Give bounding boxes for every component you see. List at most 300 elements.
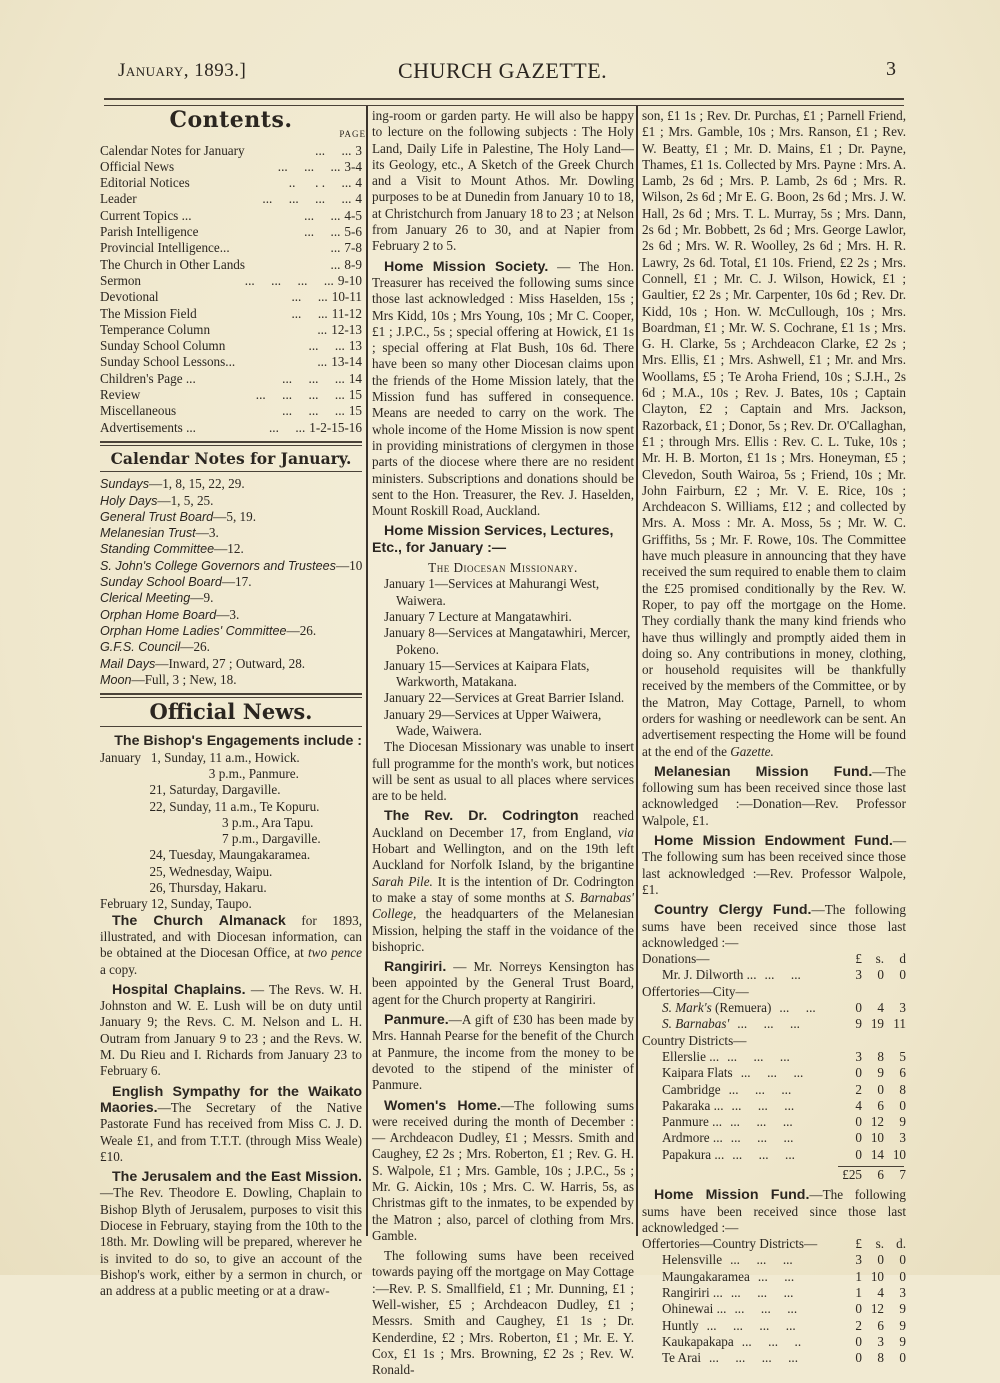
shillings: 0 bbox=[877, 1081, 884, 1097]
service-entry: January 1—Services at Mahurangi West, Waiwera. bbox=[384, 576, 600, 608]
calendar-note bbox=[100, 541, 362, 557]
leader-dots: ... ... ... bbox=[732, 1146, 795, 1162]
page-ref: 10-11 bbox=[331, 289, 362, 305]
contents-item-page bbox=[291, 306, 362, 322]
ledger-column-header: s. bbox=[875, 951, 884, 967]
ledger-column-header: d bbox=[899, 951, 906, 967]
article-country-clergy-fund: Country Clergy Fund.—The following sums have been received since those last acknowledged :— bbox=[642, 902, 906, 950]
ledger-label bbox=[662, 1318, 842, 1334]
page-ref: 4-5 bbox=[344, 207, 362, 223]
contents-item bbox=[100, 175, 362, 191]
ledger-row bbox=[642, 1049, 906, 1065]
service-entry: January 8—Services at Mangatawhiri, Mercer, Pokeno. bbox=[384, 625, 631, 657]
ledger-label bbox=[662, 1130, 842, 1146]
contents-item-page bbox=[282, 371, 362, 387]
leader-dots: ... ... ... bbox=[728, 1081, 792, 1097]
contents-item bbox=[100, 354, 362, 370]
pence: 3 bbox=[899, 1285, 906, 1301]
pounds: 1 bbox=[855, 1268, 862, 1284]
ledger-label bbox=[662, 1252, 842, 1268]
calendar-note-dates: —Full, 3 ; New, 18. bbox=[131, 671, 237, 687]
contents-item bbox=[100, 159, 362, 175]
calendar-note-term: Standing Committee bbox=[100, 542, 215, 557]
calendar-note-dates: —1, 5, 25. bbox=[157, 492, 214, 508]
pounds: 0 bbox=[855, 1065, 862, 1081]
contents-item-page bbox=[269, 420, 362, 436]
shillings: 4 bbox=[877, 1000, 884, 1016]
contents-item-label: Editorial Notices bbox=[100, 175, 190, 191]
article-codrington: The Rev. Dr. Codrington reached Auckland on December 17, from England, via Hobart and Wellington, and on the 19th left Auckland for Norfolk Island, by the brigantine Sarah Pile. It is the intention of Dr. Codrington to make a stay of some months at S. Barnabas' College, the headquarters of the Melanesian Mission, helping the staff in the voidance of the bishopric. bbox=[372, 808, 635, 954]
ledger-row bbox=[642, 1318, 906, 1334]
leader-dots: .. . . ... bbox=[288, 175, 352, 191]
total-shillings: 6 bbox=[877, 1167, 884, 1182]
ledger-name: Ellerslie ... bbox=[662, 1048, 720, 1064]
ledger-label bbox=[662, 1016, 842, 1032]
contents-item-label: Children's Page ... bbox=[100, 370, 196, 386]
contents-item-page bbox=[282, 403, 362, 419]
ledger-name: Maungakaramea bbox=[662, 1268, 750, 1284]
engagement-line: January 1, Sunday, 11 a.m., Howick. bbox=[100, 749, 300, 765]
leader-dots: ... ... ... bbox=[277, 158, 341, 174]
ledger-label bbox=[662, 1285, 842, 1301]
engagement-line: 25, Wednesday, Waipu. bbox=[100, 863, 273, 879]
contents-item bbox=[100, 273, 362, 289]
ledger-name: Kaipara Flats bbox=[662, 1065, 733, 1081]
ledger-name: Ohinewai ... bbox=[662, 1301, 727, 1317]
calendar-note bbox=[100, 590, 362, 606]
section-rule bbox=[100, 726, 362, 727]
leader-dots: ... ... ... ... bbox=[709, 1350, 799, 1366]
contents-item-page bbox=[309, 338, 362, 354]
running-head bbox=[118, 58, 896, 88]
issue-date: January, 1893.] bbox=[118, 60, 247, 81]
ledger-label bbox=[662, 1114, 842, 1130]
contents-item-label: Provincial Intelligence... bbox=[100, 240, 230, 256]
total-pence: 7 bbox=[899, 1167, 906, 1182]
ledger-name: Rangiriri ... bbox=[662, 1285, 723, 1301]
section-rule bbox=[100, 693, 362, 698]
leader-dots: ... ... ... bbox=[282, 370, 345, 386]
ledger-label bbox=[662, 1334, 842, 1350]
diocesan-missionary-label: The Diocesan Missionary. bbox=[428, 560, 578, 576]
service-entry: January 22—Services at Great Barrier Island. bbox=[384, 690, 625, 706]
pounds: 0 bbox=[855, 1000, 862, 1016]
pence: 3 bbox=[899, 1000, 906, 1016]
services-list bbox=[372, 576, 634, 739]
leader-dots: ... ... ... bbox=[730, 1130, 794, 1146]
ledger-row bbox=[642, 1334, 906, 1350]
calendar-note-dates: —10 bbox=[335, 557, 363, 573]
ledger-group-label: Offertories—Country Districts— £ s. d. bbox=[642, 1236, 906, 1252]
shillings: 0 bbox=[877, 1252, 884, 1268]
leader-dots: ... ... ... bbox=[740, 1065, 804, 1081]
pounds: 2 bbox=[855, 1317, 862, 1333]
article-melanesian-fund: Melanesian Mission Fund.—The following sum has been received since those last acknowledged :—Donation—Rev. Professor Walpole, £1. bbox=[642, 763, 906, 828]
leader-dots: ... ... ... ... bbox=[244, 272, 334, 288]
calendar-note bbox=[100, 607, 362, 623]
calendar-note bbox=[100, 558, 362, 574]
leader-dots: ... ... bbox=[308, 338, 345, 354]
official-news-title: Official News. bbox=[149, 699, 313, 725]
header-rule bbox=[104, 98, 904, 106]
contents-item-page bbox=[289, 175, 362, 191]
article-mortgage: The following sums have been received towards paying off the mortgage on May Cottage :—Rev. P. S. Smallfield, £1 ; Mr. Dunning, £1 ; Well-wisher, £5 ; Archdeacon Dudley, £1 ; Messrs. Smith and Caughey, £1 1s ; Dr. Kenderdine, £2 ; Mrs. Roberton, £1 ; Mr. E. Y. Cox, £1 1s ; Mrs. Browning, £2 2s ; Rev. W. Ronald- bbox=[372, 1248, 634, 1378]
shillings: 6 bbox=[877, 1097, 884, 1113]
contents-item-page bbox=[256, 387, 362, 403]
calendar-note-dates: —12. bbox=[214, 541, 244, 557]
ledger-label bbox=[662, 1049, 842, 1065]
calendar-notes-title: Calendar Notes for January. bbox=[110, 448, 352, 468]
calendar-note bbox=[100, 509, 362, 525]
calendar-note-term: Melanesian Trust bbox=[100, 526, 196, 541]
contents-item bbox=[100, 240, 362, 256]
contents-item-label: Temperance Column bbox=[100, 321, 211, 337]
calendar-note-term: Moon bbox=[100, 672, 132, 687]
contents-item-label: The Mission Field bbox=[100, 305, 197, 321]
shillings: 3 bbox=[877, 1333, 884, 1349]
shillings: 4 bbox=[877, 1285, 884, 1301]
leader-dots: ... ... ... ... bbox=[262, 191, 352, 207]
engagement-line: February 12, Sunday, Taupo. bbox=[100, 896, 252, 912]
article-jerusalem: The Jerusalem and the East Mission.—The Rev. Theodore E. Dowling, Chaplain to Bishop Blyth of Jerusalem, purposes to visit this Diocese in February, staying from the 10th to the 18th. Mr. Dowling will be prepared, wherever he is invited to do so, to give an account of the Bishop's work, either by a sermon in church, or an address at a public meeting or at a draw- bbox=[100, 1169, 362, 1299]
leader-dots: ... ... ... bbox=[730, 1252, 793, 1268]
ledger-row bbox=[642, 1065, 906, 1081]
publication-title: CHURCH GAZETTE. bbox=[398, 58, 608, 83]
ledger-group-label: Country Districts— bbox=[642, 1032, 747, 1048]
contents-item-label: Advertisements ... bbox=[100, 419, 196, 435]
pence: 0 bbox=[899, 1268, 906, 1284]
leader-dots: ... ... ... ... bbox=[255, 387, 345, 403]
contents-item bbox=[100, 403, 362, 419]
pounds: 0 bbox=[855, 1333, 862, 1349]
page-ref: 13 bbox=[348, 338, 362, 354]
leader-dots: ... ... .. bbox=[741, 1333, 802, 1349]
service-entry: January 15—Services at Kaipara Flats, Warkworth, Matakana. bbox=[384, 657, 590, 690]
page-ref: 3-4 bbox=[344, 158, 362, 174]
calendar-note-dates: —3. bbox=[195, 525, 219, 541]
shillings: 14 bbox=[870, 1146, 884, 1162]
leader-dots: ... ... bbox=[291, 305, 328, 321]
ledger-row bbox=[642, 1114, 906, 1130]
calendar-note-dates: —3. bbox=[216, 606, 240, 622]
leader-dots: ... ... bbox=[779, 1000, 816, 1016]
page-ref: 15 bbox=[348, 387, 362, 403]
pence: 9 bbox=[899, 1333, 906, 1349]
contents-item-page bbox=[317, 354, 362, 370]
contents-item-page bbox=[291, 289, 362, 305]
ledger-label: S. Mark's (Remuera) ... ... bbox=[662, 1000, 816, 1016]
page-ref: 15 bbox=[348, 403, 362, 419]
ledger-name: Mr. J. Dilworth ... bbox=[662, 967, 757, 983]
page-ref: 12-13 bbox=[331, 321, 362, 337]
calendar-note-term: Sunday School Board bbox=[100, 575, 222, 590]
contents-item-page bbox=[245, 273, 362, 289]
pounds: 2 bbox=[855, 1081, 862, 1097]
leader-dots: ... ... ... bbox=[737, 1016, 800, 1032]
pence: 0 bbox=[899, 1252, 906, 1268]
article-almanack: The Church Almanack for 1893, illustrated, and with Diocesan information, can be obtained at the Diocesan Office, at two pence a copy. bbox=[100, 912, 362, 977]
ledger-column-header: s. bbox=[875, 1236, 884, 1252]
contents-item-label: Leader bbox=[100, 191, 137, 207]
contents-item bbox=[100, 191, 362, 207]
ledger-row bbox=[642, 1301, 906, 1317]
bishop-engagements-heading: The Bishop's Engagements include : bbox=[114, 733, 362, 750]
contents-item-label: Review bbox=[100, 387, 141, 403]
shillings: 8 bbox=[877, 1350, 884, 1366]
leader-dots: ... ... bbox=[268, 419, 306, 435]
page-ref: 4 bbox=[355, 191, 362, 207]
article-home-mission-society: Home Mission Society. — The Hon. Treasurer has received the following sums since those last acknowledged : Miss Haselden, 15s ; Mrs Kidd, 10s ; Mrs Young, 10s ; Mr C. Cooper, £1 ; J.P.C., 5s ; special offering at Howick, £1 1s ; special offering at Flat Bush, 10s 6d. There have been so many other Diocesan claims upon the friends of the Home Mission lately, that the Mission fund has suffered in consequence. Means are needed to carry on the work. The whole income of the Home Mission is now spent in providing ministrations of clergymen in those parts of the diocese where there are no resident ministers. Subscriptions and donations should be sent to the Hon. Treasurer, the Rev. J. Haselden, Mount Roskill Road, Auckland. bbox=[372, 258, 634, 519]
contents-item bbox=[100, 338, 362, 354]
page-ref: 5-6 bbox=[344, 224, 362, 240]
leader-dots: ... ... bbox=[304, 207, 341, 223]
calendar-note-dates: —17. bbox=[221, 574, 252, 590]
pence: 8 bbox=[899, 1081, 906, 1097]
contents-item-page bbox=[317, 322, 362, 338]
page-ref: 1-2-15-16 bbox=[309, 419, 362, 435]
ledger-total bbox=[642, 1167, 906, 1183]
calendar-note-dates: —5, 19. bbox=[213, 508, 257, 524]
contents-item bbox=[100, 257, 362, 273]
calendar-note bbox=[100, 476, 362, 492]
home-mission-fund-ledger bbox=[642, 1236, 906, 1366]
service-entry: January 29—Services at Upper Waiwera, Wade, Waiwera. bbox=[384, 706, 602, 738]
contents-item-label: Miscellaneous bbox=[100, 403, 177, 419]
leader-dots: ... bbox=[317, 354, 328, 370]
pounds: 0 bbox=[855, 1350, 862, 1366]
pounds: 3 bbox=[855, 967, 862, 983]
shillings: 8 bbox=[877, 1048, 884, 1064]
leader-dots: ... ... ... ... bbox=[706, 1317, 796, 1333]
contents-item-label: Official News bbox=[100, 158, 175, 174]
pence: 11 bbox=[893, 1016, 906, 1032]
pounds: 1 bbox=[855, 1285, 862, 1301]
ledger-group-label: Offertories—City— bbox=[642, 983, 749, 999]
page-ref: 9-10 bbox=[337, 272, 362, 288]
ledger-row bbox=[642, 1016, 906, 1032]
article-waikato: English Sympathy for the Waikato Maories.—The Secretary of the Native Pastorate Fund has received from Miss C. J. D. Weale £1, and from T.T.T. (through Miss Weale) £10. bbox=[100, 1083, 362, 1164]
contents-item-page bbox=[278, 159, 362, 175]
contents-item-label: Current Topics ... bbox=[100, 207, 192, 223]
pounds: 3 bbox=[855, 1252, 862, 1268]
ledger-name: Cambridge bbox=[662, 1081, 721, 1097]
pounds: 9 bbox=[855, 1016, 862, 1032]
shillings: 6 bbox=[877, 1317, 884, 1333]
leader-dots: ... ... ... bbox=[734, 1301, 798, 1317]
engagement-line: 22, Sunday, 11 a.m., Te Kopuru. bbox=[100, 798, 320, 814]
ledger-label bbox=[662, 967, 842, 983]
pounds: 3 bbox=[855, 1048, 862, 1064]
ledger-name: Te Arai bbox=[662, 1350, 701, 1366]
ledger-row bbox=[642, 1130, 906, 1146]
calendar-note-term: Sundays bbox=[100, 477, 150, 492]
calendar-note bbox=[100, 525, 362, 541]
article-rangiriri: Rangiriri. — Mr. Norreys Kensington has been appointed by the General Trust Board, agent for the Church property at Rangiriri. bbox=[372, 959, 634, 1007]
pence: 5 bbox=[899, 1048, 906, 1064]
pence: 6 bbox=[899, 1065, 906, 1081]
contents-item-label: Sunday School Lessons... bbox=[100, 354, 236, 370]
contents-item bbox=[100, 143, 362, 159]
ledger-name: Helensville bbox=[662, 1252, 723, 1268]
calendar-note-term: Mail Days bbox=[100, 656, 156, 671]
contents-page-header: PAGE bbox=[339, 129, 366, 140]
article-jerusalem-continued: ing-room or garden party. He will also be happy to lecture on the following subjects : The Holy Land, Daily Life in Palestine, The Holy Land—its Geology, etc., A Sketch of the Greek Church and a Visit to Mount Athos. Mr. Dowling purposes to be at Dunedin from January 10 to 18, at Christchurch from January 18 to 23 ; at Nelson from January 26 to 30, and at Napier from February 2 to 5. bbox=[372, 108, 634, 254]
leader-dots: ... ... bbox=[315, 142, 352, 158]
ledger-row bbox=[642, 1269, 906, 1285]
engagement-line: 7 p.m., Dargaville. bbox=[100, 831, 321, 847]
ledger-name: Kaukapakapa bbox=[662, 1333, 734, 1349]
ledger-row bbox=[642, 1000, 906, 1016]
pence: 0 bbox=[899, 1350, 906, 1366]
section-rule bbox=[100, 471, 362, 472]
leader-dots: ... ... ... bbox=[727, 1048, 790, 1064]
contents-item-label: Calendar Notes for January bbox=[100, 142, 245, 158]
article-womens-home: Women's Home.—The following sums were received during the month of December : — Archdeacon Dudley, £1 ; Messrs. Smith and Caughey, £2 2s ; Mrs. Roberton, £1 ; Rev. G. H. S. Walpole, £1 ; Mrs. Gamble, 10s ; J.P.C., 5s ; Mr. G. Aickin, 10s ; Mrs. C. W. Harris, 5s, as Christmas gift to the inmates, to be expended by the Matron ; also, parcel of clothing from Mrs. Gamble. bbox=[372, 1097, 634, 1243]
contents-item bbox=[100, 289, 362, 305]
contents-item bbox=[100, 224, 362, 240]
pence: 10 bbox=[892, 1146, 906, 1162]
article-hospital-chaplains: Hospital Chaplains. — The Revs. W. H. Johnston and W. E. Lush will be on duty until January 9; the Revs. C. M. Nelson and L. H. Outram from January 9 to 23 ; and the Revs. W. M. Du Rieu and I. Richards from January 23 to February 6. bbox=[100, 981, 362, 1079]
contents-item-label: Parish Intelligence bbox=[100, 224, 199, 240]
ledger-name: Pakaraka ... bbox=[662, 1097, 724, 1113]
leader-dots: ... bbox=[330, 256, 341, 272]
column-3 bbox=[642, 108, 906, 1367]
ledger-row bbox=[642, 1252, 906, 1268]
leader-dots: ... ... ... bbox=[730, 1285, 794, 1301]
calendar-note-dates: —9. bbox=[190, 590, 214, 606]
ledger-column-header: £ bbox=[855, 951, 862, 967]
contents-list bbox=[100, 143, 362, 436]
calendar-note bbox=[100, 493, 362, 509]
calendar-note-dates: —1, 8, 15, 22, 29. bbox=[149, 476, 245, 492]
shillings: 12 bbox=[870, 1301, 884, 1317]
country-clergy-ledger bbox=[642, 951, 906, 1183]
contents-item bbox=[100, 322, 362, 338]
page-ref: 8-9 bbox=[344, 256, 362, 272]
contents-item-page bbox=[262, 191, 362, 207]
column-divider bbox=[366, 106, 368, 1236]
ledger-label bbox=[662, 1350, 842, 1366]
contents-item-label: The Church in Other Lands bbox=[100, 256, 246, 272]
shillings: 10 bbox=[870, 1268, 884, 1284]
shillings: 9 bbox=[877, 1065, 884, 1081]
calendar-note-term: General Trust Board bbox=[100, 509, 214, 524]
missionary-note: The Diocesan Missionary was unable to insert full programme for the month's work, but notices will be sent as usual to all places where services are to be held. bbox=[372, 739, 634, 804]
pounds: 0 bbox=[855, 1114, 862, 1130]
pence: 9 bbox=[899, 1114, 906, 1130]
calendar-note-term: G.F.S. Council bbox=[100, 640, 181, 655]
article-home-mission-fund: Home Mission Fund.—The following sums have been received since those last acknowledged :— bbox=[642, 1187, 906, 1235]
shillings: 12 bbox=[870, 1114, 884, 1130]
leader-dots: ... bbox=[330, 240, 341, 256]
ledger-row bbox=[642, 1285, 906, 1301]
calendar-note-dates: —26. bbox=[286, 622, 317, 638]
contents-item-page bbox=[331, 240, 362, 256]
ledger-name: Papakura ... bbox=[662, 1146, 725, 1162]
pounds: 0 bbox=[855, 1146, 862, 1162]
calendar-note-term: Orphan Home Ladies' Committee bbox=[100, 623, 287, 638]
engagement-line: 3 p.m., Panmure. bbox=[100, 765, 299, 781]
page-ref: 14 bbox=[348, 370, 362, 386]
service-entry: January 7 Lecture at Mangatawhiri. bbox=[384, 608, 572, 624]
article-endowment-fund: Home Mission Endowment Fund.— The following sum has been received since those last acknowledged :—Rev. Professor Walpole, £1. bbox=[642, 833, 906, 897]
total-pounds: £25 bbox=[842, 1167, 862, 1182]
page-ref: 11-12 bbox=[331, 305, 362, 321]
calendar-note-dates: —26. bbox=[180, 639, 210, 655]
calendar-notes-list bbox=[100, 476, 362, 688]
contents-item-page bbox=[304, 208, 362, 224]
calendar-note-dates: —Inward, 27 ; Outward, 28. bbox=[155, 655, 306, 671]
pence: 9 bbox=[899, 1317, 906, 1333]
contents-item bbox=[100, 420, 362, 436]
column-divider bbox=[636, 106, 638, 1236]
ledger-name: S. Barnabas' bbox=[662, 1016, 730, 1032]
calendar-note-term: Orphan Home Board bbox=[100, 607, 217, 622]
ledger-group-label: Donations— £ s. d bbox=[642, 951, 906, 967]
shillings: 10 bbox=[870, 1130, 884, 1146]
leader-dots: ... bbox=[317, 321, 328, 337]
contents-item bbox=[100, 387, 362, 403]
engagement-line: 24, Tuesday, Maungakaramea. bbox=[100, 847, 311, 863]
shillings: 19 bbox=[870, 1016, 884, 1032]
shillings: 0 bbox=[877, 967, 884, 983]
contents-title: Contents. bbox=[169, 107, 293, 133]
contents-item-label: Sermon bbox=[100, 272, 142, 288]
calendar-note bbox=[100, 672, 362, 688]
engagement-line: 3 p.m., Ara Tapu. bbox=[100, 814, 314, 830]
calendar-note-term: Clerical Meeting bbox=[100, 591, 191, 606]
ledger-name: Panmure ... bbox=[662, 1114, 723, 1130]
ledger-label bbox=[662, 1082, 842, 1098]
contents-item-page bbox=[304, 224, 362, 240]
ledger-name: S. Mark's bbox=[662, 1000, 712, 1016]
pence: 9 bbox=[899, 1301, 906, 1317]
calendar-note bbox=[100, 639, 362, 655]
ledger-label bbox=[662, 1065, 842, 1081]
page-ref: 3 bbox=[355, 142, 362, 158]
pounds: 0 bbox=[855, 1301, 862, 1317]
ledger-label bbox=[662, 1269, 842, 1285]
calendar-note bbox=[100, 656, 362, 672]
leader-dots: ... ... bbox=[764, 967, 801, 983]
page-ref: 13-14 bbox=[331, 354, 362, 370]
page-ref: 4 bbox=[355, 175, 362, 191]
contents-item bbox=[100, 371, 362, 387]
calendar-note-term: Holy Days bbox=[100, 493, 158, 508]
ledger-column-header: d. bbox=[896, 1236, 906, 1252]
engagement-line: 26, Thursday, Hakaru. bbox=[100, 880, 267, 896]
page-ref: 7-8 bbox=[344, 240, 362, 256]
services-heading: Home Mission Services, Lectures, Etc., for January :— bbox=[372, 523, 614, 556]
article-panmure: Panmure.—A gift of £30 has been made by Mrs. Hannah Pearse for the benefit of the Church at Panmure, the income from the money to be devoted to the stipend of the minister of Panmure. bbox=[372, 1012, 634, 1093]
leader-dots: ... ... bbox=[304, 224, 341, 240]
ledger-row bbox=[642, 1098, 906, 1114]
ledger-name: Huntly bbox=[662, 1317, 699, 1333]
section-rule bbox=[100, 441, 362, 446]
contents-item-page bbox=[331, 257, 362, 273]
contents-item bbox=[100, 208, 362, 224]
pence: 3 bbox=[899, 1130, 906, 1146]
ledger-row bbox=[642, 1147, 906, 1163]
leader-dots: ... ... ... bbox=[731, 1097, 795, 1113]
ledger-label bbox=[662, 1147, 842, 1163]
pounds: 4 bbox=[855, 1097, 862, 1113]
ledger-column-header: £ bbox=[855, 1236, 862, 1252]
bishop-engagements-list bbox=[100, 750, 362, 913]
leader-dots: ... ... ... bbox=[282, 403, 345, 419]
leader-dots: ... ... bbox=[291, 289, 328, 305]
ledger-row bbox=[642, 1350, 906, 1366]
